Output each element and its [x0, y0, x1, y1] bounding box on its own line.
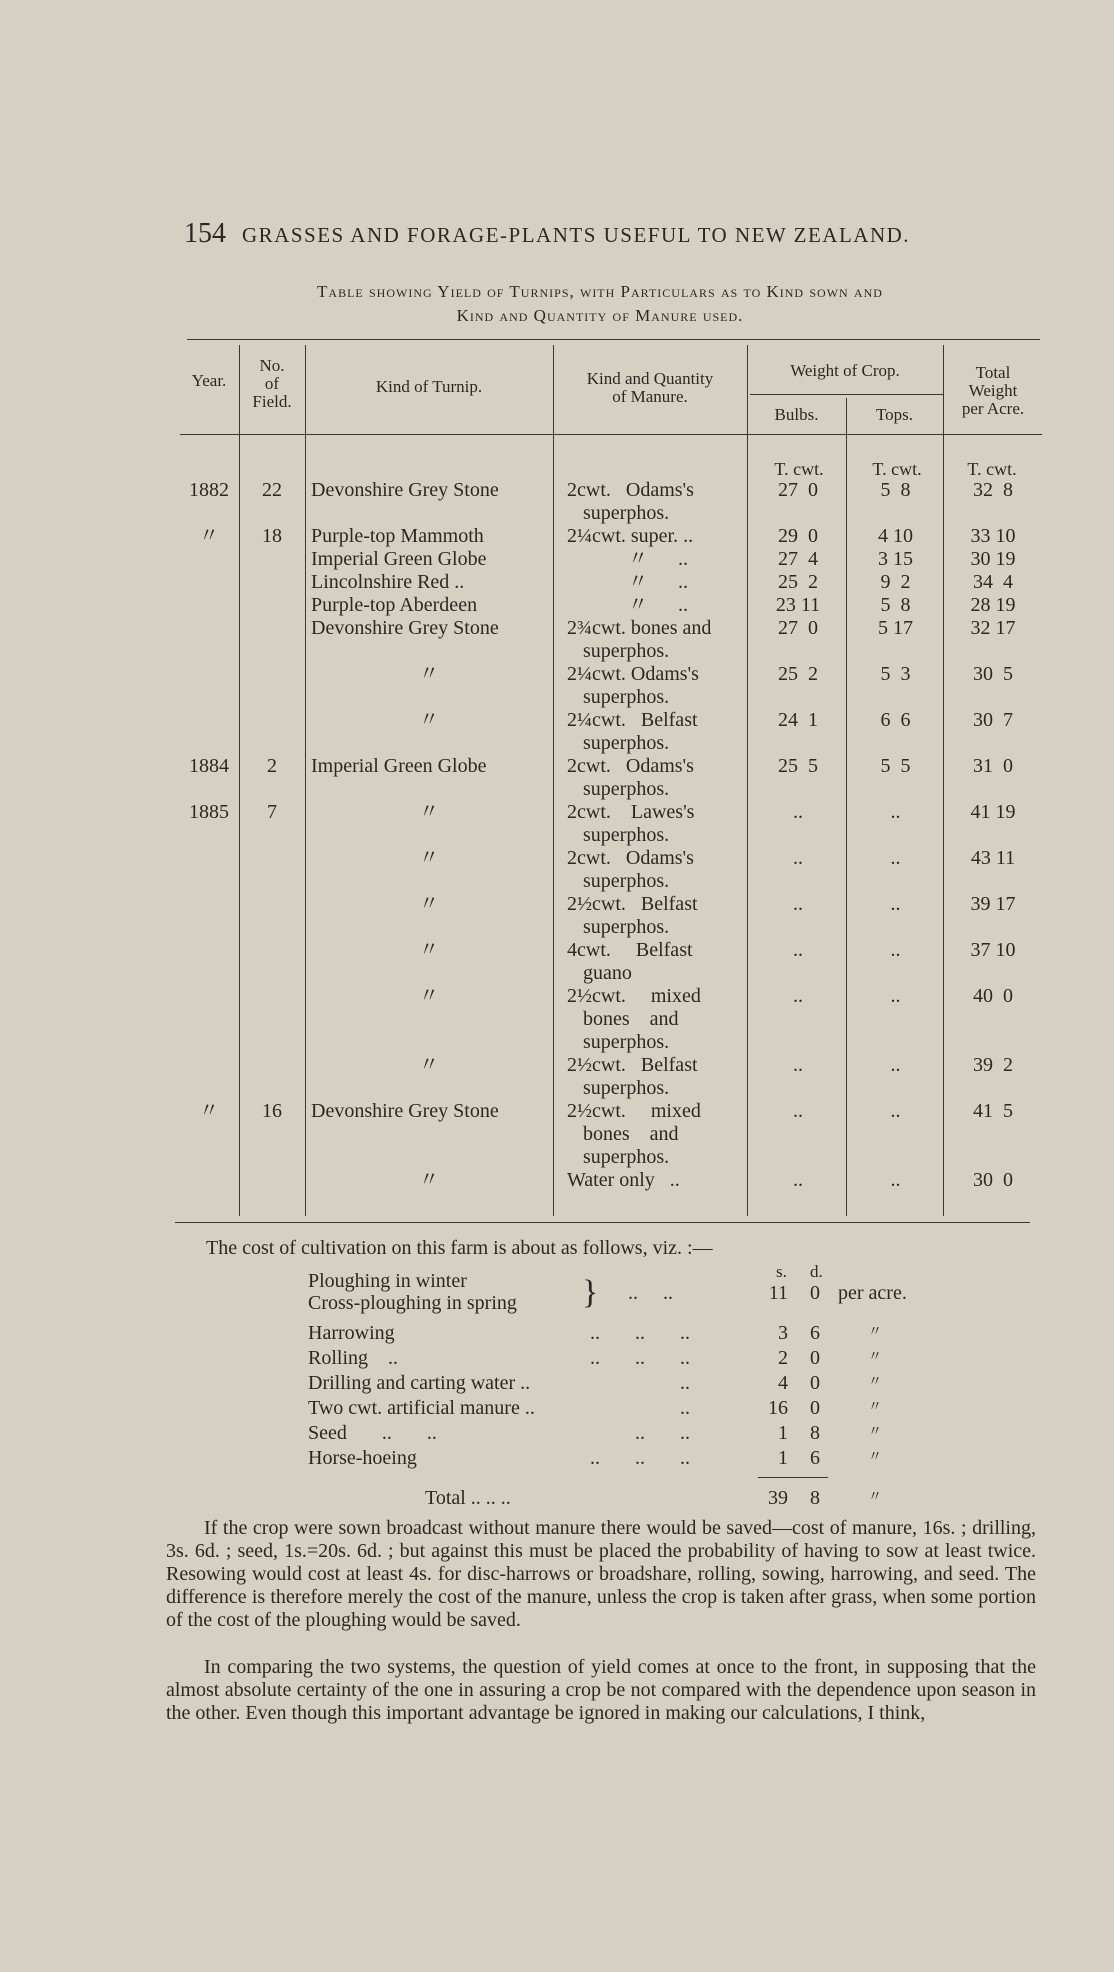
cell-tops: .. — [890, 1169, 901, 1191]
cost-item-label: Cross-ploughing in spring — [308, 1292, 517, 1314]
cell-field: 18 — [262, 525, 282, 547]
cost-item-label: Ploughing in winter — [308, 1270, 467, 1292]
cost-item-d: 0 — [810, 1372, 820, 1394]
cell-tops: 5 3 — [880, 663, 911, 685]
cell-bulbs: 25 5 — [778, 755, 818, 777]
cell-manure-line: 2½cwt. mixed — [567, 985, 701, 1007]
cell-year: 1885 — [189, 801, 229, 823]
cell-tops: .. — [890, 1054, 901, 1076]
header-total — [944, 364, 1042, 418]
cost-sum-rule — [758, 1477, 828, 1478]
cell-manure-line: 2cwt. Odams's — [567, 755, 694, 777]
cell-tops: .. — [890, 847, 901, 869]
cost-item-d: 8 — [810, 1422, 820, 1444]
cost-item-dots: .. — [680, 1397, 690, 1419]
cell-manure-line: guano — [583, 962, 632, 984]
cost-brace: } — [582, 1274, 599, 1311]
col-rule-manure — [747, 345, 748, 1216]
cell-bulbs: .. — [793, 985, 803, 1007]
cell-bulbs: .. — [793, 1169, 803, 1191]
cell-year: 1882 — [189, 479, 229, 501]
cell-total: 43 11 — [970, 847, 1016, 869]
cost-item-dots: .. — [680, 1372, 690, 1394]
cell-bulbs: 27 0 — [778, 479, 818, 501]
cell-manure-line: superphos. — [583, 916, 670, 938]
cost-item-label: Harrowing — [308, 1322, 395, 1344]
cell-total: 39 2 — [973, 1054, 1013, 1076]
cost-item-suffix: per acre. — [838, 1282, 907, 1304]
cell-total: 30 0 — [973, 1169, 1013, 1191]
cost-item-label: Two cwt. artificial manure .. — [308, 1397, 535, 1419]
cell-total: 32 17 — [970, 617, 1016, 639]
cell-turnip: 〃 — [419, 893, 439, 915]
cost-item-s: 11 — [768, 1282, 788, 1304]
cell-manure-line: 2½cwt. Belfast — [567, 1054, 698, 1076]
cost-item-d: 0 — [810, 1282, 820, 1304]
cost-item-s: 2 — [778, 1347, 788, 1369]
cell-tops: 9 2 — [880, 571, 911, 593]
cell-total: 37 10 — [970, 939, 1016, 961]
cell-field: 2 — [267, 755, 277, 777]
cell-tops: .. — [890, 939, 901, 961]
header-tops: Tops. — [875, 405, 914, 424]
cell-manure-line: superphos. — [583, 502, 670, 524]
cell-bulbs: 25 2 — [778, 571, 818, 593]
cost-item-suffix: 〃 — [868, 1400, 882, 1415]
cell-manure-line: 2¼cwt. Belfast — [567, 709, 698, 731]
cell-year: 〃 — [199, 525, 219, 547]
cell-manure-line: 〃 .. — [628, 548, 688, 570]
cell-year: 1884 — [189, 755, 229, 777]
cell-manure-line: superphos. — [583, 1031, 670, 1053]
cell-manure-line: 2½cwt. mixed — [567, 1100, 701, 1122]
cell-total: 40 0 — [973, 985, 1013, 1007]
cell-bulbs: .. — [793, 847, 803, 869]
header-field-line: No. — [259, 356, 285, 375]
header-manure-line: of Manure. — [612, 387, 688, 406]
cell-total: 32 8 — [973, 479, 1013, 501]
cell-manure-line: superphos. — [583, 1146, 670, 1168]
cell-tops: .. — [890, 985, 901, 1007]
cell-turnip: Imperial Green Globe — [311, 548, 487, 570]
cell-manure-line: 2¼cwt. super. .. — [567, 525, 694, 547]
header-field-line: of — [264, 374, 280, 393]
cell-turnip: Imperial Green Globe — [311, 755, 487, 777]
header-manure — [554, 370, 746, 406]
cell-turnip: 〃 — [419, 801, 439, 823]
cost-item-suffix: 〃 — [868, 1350, 882, 1365]
cell-turnip: 〃 — [419, 985, 439, 1007]
header-weight: Weight of Crop. — [790, 361, 900, 380]
cost-item-dots: .. .. .. — [590, 1322, 690, 1344]
cost-item-label: Rolling .. — [308, 1347, 399, 1369]
cell-manure-line: 2cwt. Odams's — [567, 847, 694, 869]
cell-bulbs: 23 11 — [775, 594, 821, 616]
cost-item-label: Drilling and carting water .. — [308, 1372, 531, 1394]
unit-tops: T. cwt. — [872, 459, 922, 479]
cell-manure-line: bones and — [583, 1008, 679, 1030]
cell-manure-line: superphos. — [583, 732, 670, 754]
cell-manure-line: 2cwt. Lawes's — [567, 801, 695, 823]
cell-field: 7 — [267, 801, 277, 823]
header-bottom-rule — [180, 434, 1042, 435]
cost-item-label: Seed .. .. — [308, 1422, 437, 1444]
cell-bulbs: 27 4 — [778, 548, 818, 570]
cost-total-s: 39 — [768, 1487, 788, 1509]
paragraph-1: If the crop were sown broadcast without manure there would be saved—cost of manure, 16s. ; drilling, 3s. 6d. ; seed, 1s.=20s. 6d. ; but against this must be placed the probability of having to sow at least twice. Resowing would cost at least 4s. for disc-harrows or broadshare, rolling, sowing, harrowing, and seed. The difference is therefore merely the cost of the manure, unless the crop is taken after grass, when some portion of the cost of the ploughing would be saved. — [166, 1517, 1036, 1631]
cell-total: 30 7 — [973, 709, 1013, 731]
col-rule-turnip — [553, 345, 554, 1216]
cell-manure-line: 〃 .. — [628, 571, 688, 593]
paragraph-2: In comparing the two systems, the question of yield comes at once to the front, in supposing that the almost absolute certainty of the one in assuring a crop be not compared with the dependence upon season in the other. Even though this important advantage be ignored in making our calculations, I think, — [166, 1656, 1036, 1724]
running-title: GRASSES AND FORAGE-PLANTS USEFUL TO NEW ZEALAND. — [242, 223, 911, 247]
cost-unit-d: d. — [810, 1262, 823, 1281]
cost-total-d: 8 — [810, 1487, 820, 1509]
cell-manure-line: 2¼cwt. Odams's — [567, 663, 699, 685]
cell-manure-line: 2cwt. Odams's — [567, 479, 694, 501]
cost-item-suffix: 〃 — [868, 1375, 882, 1390]
col-rule-year — [239, 345, 240, 1216]
cell-bulbs: 29 0 — [778, 525, 818, 547]
caption-line-2: Kind and Quantity of Manure used. — [456, 306, 744, 325]
cost-item-dots: .. .. — [635, 1422, 690, 1444]
running-header — [184, 218, 1044, 250]
cost-item-d: 0 — [810, 1397, 820, 1419]
cell-total: 30 5 — [973, 663, 1013, 685]
cell-tops: 3 15 — [878, 548, 913, 570]
cell-tops: .. — [890, 893, 901, 915]
unit-bulbs: T. cwt. — [774, 459, 824, 479]
cell-total: 41 19 — [970, 801, 1016, 823]
table-top-rule — [187, 339, 1040, 340]
header-total-line: per Acre. — [961, 399, 1025, 418]
cell-bulbs: .. — [793, 1100, 803, 1122]
cell-turnip: 〃 — [419, 709, 439, 731]
cell-manure-line: superphos. — [583, 870, 670, 892]
cell-manure-line: superphos. — [583, 686, 670, 708]
col-rule-field — [305, 345, 306, 1216]
cell-total: 34 4 — [973, 571, 1013, 593]
cost-item-suffix: 〃 — [868, 1325, 882, 1340]
cell-turnip: Purple-top Mammoth — [311, 525, 484, 547]
cell-turnip: Lincolnshire Red .. — [311, 571, 465, 593]
cell-total: 33 10 — [970, 525, 1016, 547]
cell-year: 〃 — [199, 1100, 219, 1122]
cell-turnip: Devonshire Grey Stone — [311, 479, 499, 501]
cell-turnip: 〃 — [419, 1169, 439, 1191]
cell-manure-line: 4cwt. Belfast — [567, 939, 693, 961]
cell-tops: 5 8 — [880, 594, 911, 616]
table-bottom-rule — [175, 1222, 1030, 1223]
cell-manure-line: superphos. — [583, 1077, 670, 1099]
cost-item-suffix: 〃 — [868, 1450, 882, 1465]
col-rule-bulbs — [846, 398, 847, 1216]
caption-line-1: Table showing Yield of Turnips, with Particulars as to Kind sown and — [317, 282, 883, 301]
cost-unit-s: s. — [776, 1262, 787, 1281]
header-year: Year. — [191, 371, 227, 390]
cell-turnip: 〃 — [419, 663, 439, 685]
cell-tops: .. — [890, 801, 901, 823]
header-turnip: Kind of Turnip. — [375, 377, 483, 396]
header-bulbs: Bulbs. — [774, 405, 819, 424]
cell-manure-line: bones and — [583, 1123, 679, 1145]
page-number: 154 — [184, 218, 226, 249]
cell-turnip: Devonshire Grey Stone — [311, 1100, 499, 1122]
header-total-line: Weight — [968, 381, 1018, 400]
cell-tops: 5 8 — [880, 479, 911, 501]
cell-turnip: 〃 — [419, 847, 439, 869]
cost-item-d: 6 — [810, 1447, 820, 1469]
cell-total: 41 5 — [973, 1100, 1013, 1122]
cell-manure-line: Water only .. — [567, 1169, 680, 1191]
cost-item-d: 0 — [810, 1347, 820, 1369]
cost-item-s: 4 — [778, 1372, 788, 1394]
cost-item-d: 6 — [810, 1322, 820, 1344]
cell-tops: 5 17 — [878, 617, 913, 639]
cell-manure-line: 2¾cwt. bones and — [567, 617, 712, 639]
cost-item-s: 16 — [768, 1397, 788, 1419]
cell-total: 28 19 — [970, 594, 1016, 616]
cell-bulbs: .. — [793, 939, 803, 961]
cost-total-suffix: 〃 — [868, 1490, 882, 1505]
cell-field: 22 — [262, 479, 282, 501]
cell-total: 31 0 — [973, 755, 1013, 777]
cell-bulbs: 24 1 — [778, 709, 818, 731]
cost-item-s: 1 — [778, 1422, 788, 1444]
cell-bulbs: .. — [793, 801, 803, 823]
cost-item-dots: .. .. .. — [590, 1347, 690, 1369]
cell-bulbs: 25 2 — [778, 663, 818, 685]
cost-item-dots: .. .. .. — [590, 1447, 690, 1469]
cell-turnip: 〃 — [419, 1054, 439, 1076]
cost-item-label: Horse-hoeing — [308, 1447, 417, 1469]
cost-item-s: 1 — [778, 1447, 788, 1469]
cell-manure-line: superphos. — [583, 778, 670, 800]
cell-tops: 5 5 — [880, 755, 911, 777]
header-field — [240, 357, 304, 411]
cell-turnip: Purple-top Aberdeen — [311, 594, 478, 616]
cell-tops: .. — [890, 1100, 901, 1122]
cost-item-s: 3 — [778, 1322, 788, 1344]
cell-turnip: 〃 — [419, 939, 439, 961]
cell-total: 30 19 — [970, 548, 1016, 570]
header-total-line: Total — [975, 363, 1011, 382]
cost-total-label: Total .. .. .. — [425, 1487, 511, 1509]
cell-manure-line: 2½cwt. Belfast — [567, 893, 698, 915]
cell-tops: 6 6 — [880, 709, 911, 731]
cell-bulbs: 27 0 — [778, 617, 818, 639]
cell-manure-line: superphos. — [583, 824, 670, 846]
cell-manure-line: 〃 .. — [628, 594, 688, 616]
cost-item-dots: .. .. — [628, 1282, 673, 1304]
cost-intro: The cost of cultivation on this farm is about as follows, viz. :— — [206, 1237, 713, 1259]
cell-total: 39 17 — [970, 893, 1016, 915]
cell-tops: 4 10 — [878, 525, 913, 547]
cell-bulbs: .. — [793, 893, 803, 915]
cell-turnip: Devonshire Grey Stone — [311, 617, 499, 639]
header-manure-line: Kind and Quantity — [586, 369, 714, 388]
cost-item-suffix: 〃 — [868, 1425, 882, 1440]
unit-total: T. cwt. — [967, 459, 1017, 479]
cell-manure-line: superphos. — [583, 640, 670, 662]
table-caption — [150, 280, 1050, 328]
header-field-line: Field. — [252, 392, 292, 411]
cell-field: 16 — [262, 1100, 282, 1122]
cell-bulbs: .. — [793, 1054, 803, 1076]
weight-sub-rule — [750, 394, 943, 395]
